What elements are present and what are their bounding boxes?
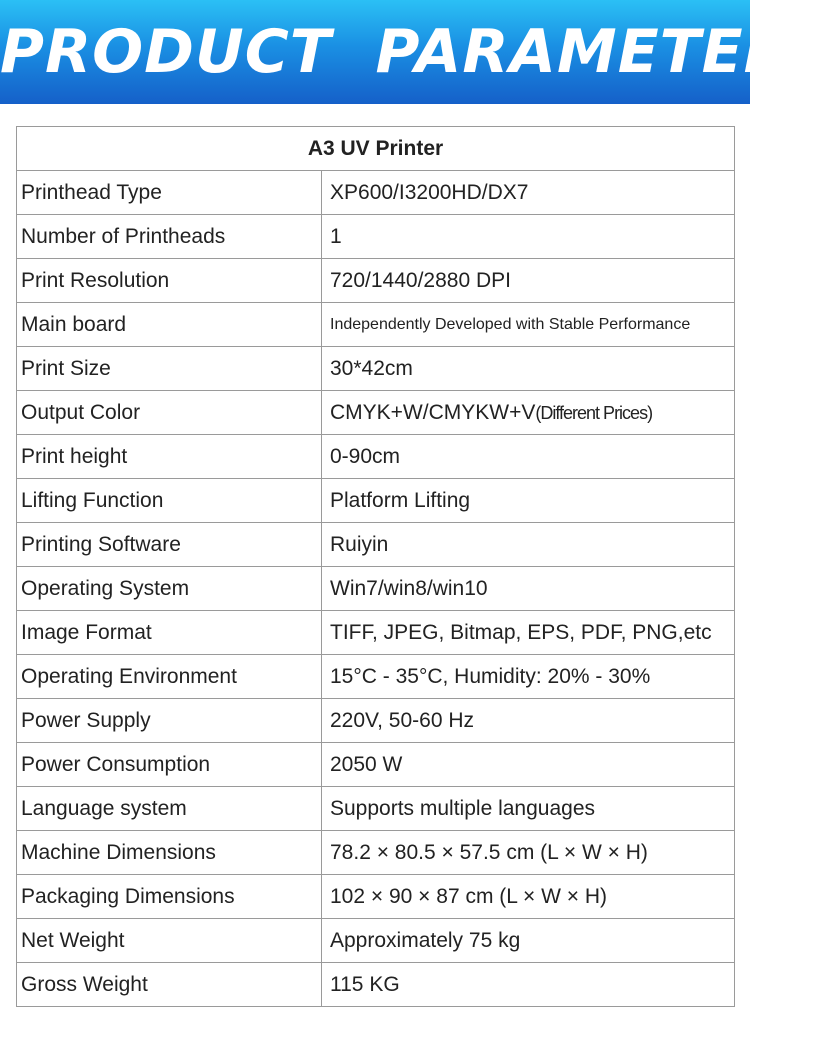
spec-label: Gross Weight [17,963,322,1007]
spec-value: Platform Lifting [322,479,735,523]
spec-label: Operating System [17,567,322,611]
spec-value [322,391,735,435]
spec-value: 2050 W [322,743,735,787]
table-row [17,963,735,1007]
table-row [17,743,735,787]
spec-value: 220V, 50-60 Hz [322,699,735,743]
table-row [17,699,735,743]
spec-value: 78.2 × 80.5 × 57.5 cm (L × W × H) [322,831,735,875]
spec-value-note: (Different Prices) [535,402,653,423]
table-row [17,347,735,391]
spec-value: Ruiyin [322,523,735,567]
spec-label: Power Supply [17,699,322,743]
page-title: PRODUCT PARAMETERS [0,17,835,87]
table-row [17,787,735,831]
table-row [17,655,735,699]
table-row [17,215,735,259]
table-row [17,523,735,567]
spec-label: Printing Software [17,523,322,567]
table-row [17,567,735,611]
table-row [17,171,735,215]
table-heading-row [17,127,735,171]
spec-table [16,126,735,1007]
table-row [17,435,735,479]
spec-label: Language system [17,787,322,831]
spec-label: Printhead Type [17,171,322,215]
spec-label: Power Consumption [17,743,322,787]
table-row [17,303,735,347]
table-row [17,391,735,435]
table-row [17,479,735,523]
spec-label: Lifting Function [17,479,322,523]
spec-label: Print Resolution [17,259,322,303]
spec-label: Print Size [17,347,322,391]
spec-label: Packaging Dimensions [17,875,322,919]
spec-value-main: CMYK+W/CMYKW+V [330,400,536,424]
spec-value: Approximately 75 kg [322,919,735,963]
spec-label: Image Format [17,611,322,655]
spec-value: 1 [322,215,735,259]
table-row [17,919,735,963]
spec-value: 0-90cm [322,435,735,479]
table-row [17,831,735,875]
spec-value: 115 KG [322,963,735,1007]
table-row [17,611,735,655]
spec-value: 102 × 90 × 87 cm (L × W × H) [322,875,735,919]
spec-label: Net Weight [17,919,322,963]
spec-label: Machine Dimensions [17,831,322,875]
spec-value: 720/1440/2880 DPI [322,259,735,303]
spec-label: Print height [17,435,322,479]
spec-label: Main board [17,303,322,347]
spec-value: XP600/I3200HD/DX7 [322,171,735,215]
spec-value: Supports multiple languages [322,787,735,831]
spec-value: Win7/win8/win10 [322,567,735,611]
spec-value: 30*42cm [322,347,735,391]
table-row [17,875,735,919]
spec-value: 15°C - 35°C, Humidity: 20% - 30% [322,655,735,699]
table-heading: A3 UV Printer [17,127,735,171]
spec-value: TIFF, JPEG, Bitmap, EPS, PDF, PNG,etc [322,611,735,655]
header-banner [0,0,835,104]
spec-value: Independently Developed with Stable Performance [322,303,735,347]
table-row [17,259,735,303]
spec-label: Output Color [17,391,322,435]
spec-label: Number of Printheads [17,215,322,259]
spec-label: Operating Environment [17,655,322,699]
